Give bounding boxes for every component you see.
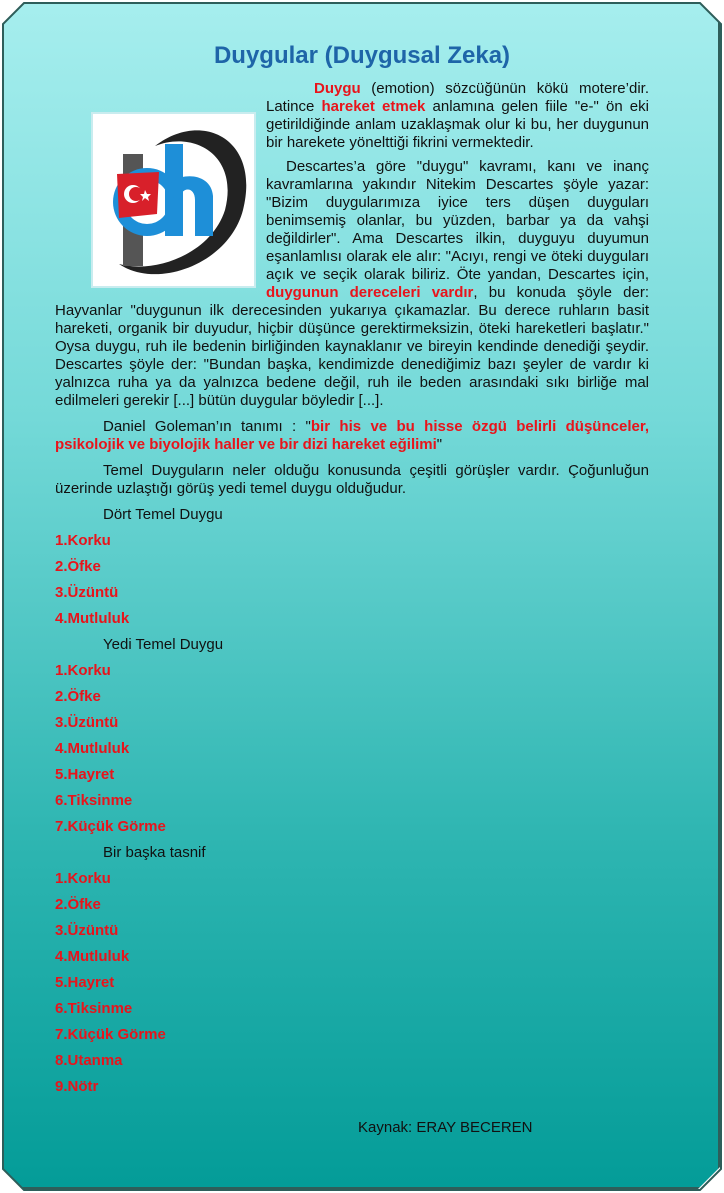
list-item: 7.Küçük Görme — [55, 818, 166, 835]
list-item: 3.Üzüntü — [55, 714, 119, 731]
page-title: Duygular (Duygusal Zeka) — [213, 42, 511, 69]
list-item: 1.Korku — [55, 532, 111, 549]
list-item: 5.Hayret — [55, 766, 115, 783]
highlight-dereceler: duygunun dereceleri vardır — [266, 284, 474, 301]
goleman-paragraph — [55, 418, 649, 454]
list-item: 6.Tiksinme — [55, 792, 133, 809]
list-item: 1.Korku — [55, 662, 111, 679]
goleman-text-1: Daniel Goleman’ın tanımı : " — [103, 418, 311, 435]
views-paragraph: Temel Duyguların neler olduğu konusunda çeşitli görüşler vardır. Çoğunluğun üzerinde uzlaştığı görüş yedi temel duygu olduğudur. — [55, 462, 649, 497]
highlight-hareket-etmek: hareket etmek — [321, 98, 426, 115]
list-item: 3.Üzüntü — [55, 922, 119, 939]
highlight-duygu: Duygu — [314, 80, 361, 97]
list-item: 2.Öfke — [55, 688, 101, 705]
intro-text-1: (emotion) sözcüğünün kökü motere’dir. Latince — [266, 80, 649, 115]
list-heading: Dört Temel Duygu — [103, 506, 223, 523]
emotion-list-four — [55, 502, 649, 632]
list-item: 8.Utanma — [55, 1052, 123, 1069]
list-item: 6.Tiksinme — [55, 1000, 133, 1017]
descartes-text-1: Descartes’a göre "duygu" kavramı, kanı ve inanç kavramlarına yakındır Nitekim Descartes şöyle yazar: "Bizim duygularımıza iyice ters düşen duyguları benimsemiş olanlar, bu yüzden, barbar ya da vahşi değildirler". Ama Descartes ilkin, duyguyu duyumun eşanlamlısı olarak ele alır: "Acıyı, rengi ve öteki duyguları açık ve seçik olarak biliriz. Öte yandan, Descartes için, — [266, 158, 649, 283]
list-item: 4.Mutluluk — [55, 948, 130, 965]
list-item: 4.Mutluluk — [55, 610, 130, 627]
list-item: 7.Küçük Görme — [55, 1026, 166, 1043]
source-credit: Kaynak: ERAY BECEREN — [358, 1119, 533, 1136]
list-item: 2.Öfke — [55, 558, 101, 575]
descartes-text-2: , bu konuda şöyle der: Hayvanlar "duygunun ilk derecesinden yukarıya çıkamazlar. Bu derece ruhların basit hareketi, organik bir duyudur, hiçbir düşünce gerektirmeksizin, öteki hareketleri başlatır." Oysa duygu, ruh ile bedenin birliğinden kaynaklanır ve bireyin kendinde denediği şeydir. Descartes şöyle der: "Bundan başka, kendimizde denediğimiz bazı şeyler de vardır ki yalnızca ruha ya da yalnızca bedene değil, ruh ile beden arasındaki sıkı birliğe mal edilmeleri gerekir [...] bütün duygular böyledir [...]. — [55, 284, 649, 409]
emotion-list-seven — [55, 632, 649, 840]
list-heading: Yedi Temel Duygu — [103, 636, 224, 653]
list-item: 9.Nötr — [55, 1078, 99, 1095]
highlight-goleman-definition: bir his ve bu hisse özgü belirli düşünceler, psikolojik ve biyolojik haller ve bir dizi hareket eğilimi — [55, 418, 650, 453]
list-heading: Bir başka tasnif — [103, 844, 206, 861]
article-body — [55, 80, 649, 1100]
list-item: 1.Korku — [55, 870, 111, 887]
goleman-text-2: " — [436, 436, 443, 453]
intro-text-2: anlamına gelen fiile "e-" ön eki getirildiğinde anlam uzaklaşmak olur ki bu, her duygunun bir harekete yönelttiği fikrini vermektedir. — [266, 98, 649, 151]
list-item: 2.Öfke — [55, 896, 101, 913]
site-logo — [91, 112, 256, 288]
list-item: 3.Üzüntü — [55, 584, 119, 601]
list-item: 5.Hayret — [55, 974, 115, 991]
emotion-list-other — [55, 840, 649, 1100]
list-item: 4.Mutluluk — [55, 740, 130, 757]
